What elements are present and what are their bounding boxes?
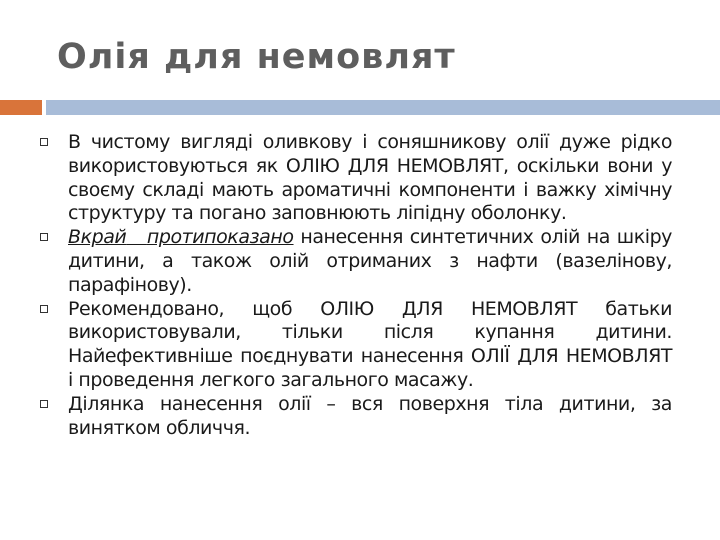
- hollow-square-icon: [40, 233, 48, 241]
- bullet-text: нанесення синтетичних олій на шкіру дитини, а також олій отриманих з нафти (вазелінову, парафінову).: [68, 226, 672, 296]
- bullet-text: В чистому вигляді оливкову і соняшникову олії дуже рідко використовуються як ОЛІЮ ДЛЯ НЕМОВЛЯТ, оскільки вони у своєму складі мають ароматичні компоненти і важку хімічну структуру та погано заповнюють ліпідну оболонку.: [68, 131, 672, 225]
- bullet-list: [40, 131, 672, 440]
- bullet-emphasis-1: Вкрай: [68, 226, 127, 249]
- bullet-text: Ділянка нанесення олії – вся поверхня тіла дитини, за винятком обличчя.: [68, 392, 672, 439]
- slide-title: Олія для немовлят: [57, 37, 456, 77]
- bullet-text: Рекомендовано, щоб ОЛІЮ ДЛЯ НЕМОВЛЯТ батьки використовували, тільки після купання дитини. Найефективніше поєднувати нанесення ОЛІЇ ДЛЯ НЕМОВЛЯТ і проведення легкого загального масажу.: [68, 297, 672, 391]
- bullet-item-3: [40, 298, 672, 393]
- hollow-square-icon: [40, 305, 48, 313]
- accent-bar-blue: [46, 100, 720, 115]
- hollow-square-icon: [40, 400, 48, 408]
- bullet-item-2: [40, 226, 672, 297]
- accent-bar-orange: [0, 100, 42, 115]
- bullet-item-4: [40, 393, 672, 441]
- hollow-square-icon: [40, 138, 48, 146]
- bullet-emphasis-2: протипоказано: [146, 226, 294, 249]
- bullet-item-1: [40, 131, 672, 226]
- bullet-emphasis-spacer: [126, 226, 147, 248]
